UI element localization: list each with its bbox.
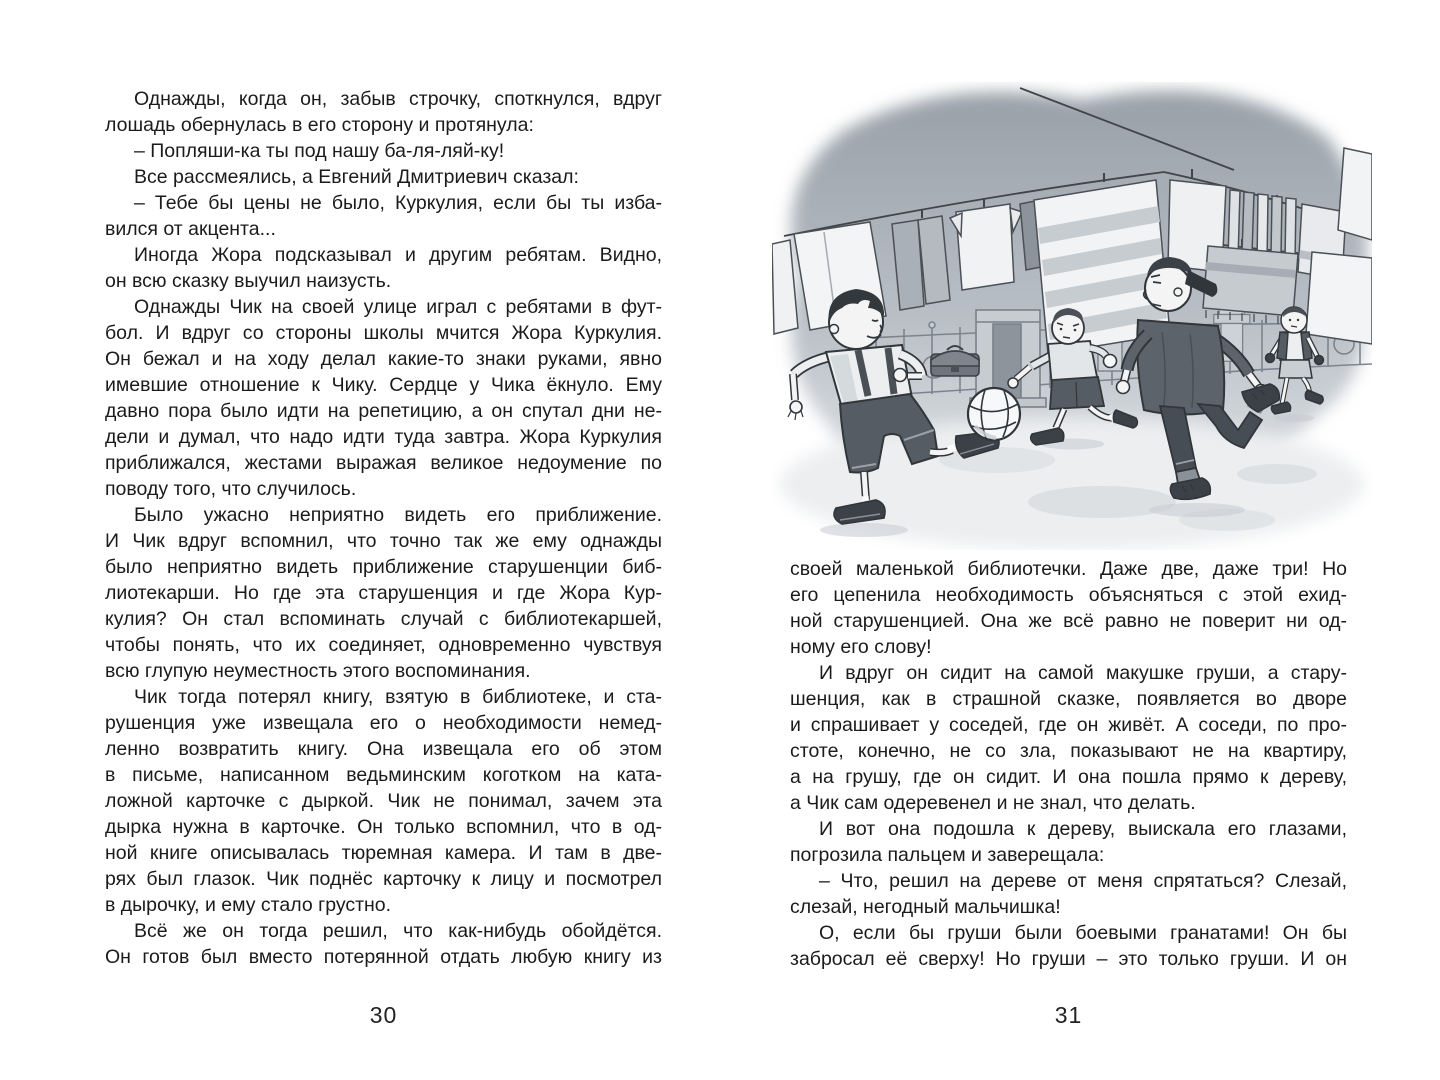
text-line: – Попляши-ка ты под нашу ба-ля-ляй-ку! (134, 140, 505, 162)
text-line: и спрашивает у соседей, где он живёт. А соседи, по про- (790, 714, 1347, 736)
text-line: – Что, решил на дереве от меня спрятаться? Слезай, (819, 870, 1347, 892)
text-line: стоте, конечно, не со зла, показывают не на квартиру, (790, 740, 1347, 762)
football-ball (968, 388, 1020, 440)
illustration-svg (772, 82, 1372, 550)
text-line: Все рассмеялись, а Евгений Дмитриевич сказал: (134, 166, 579, 188)
text-line: он всю сказку выучил наизусть. (105, 270, 392, 292)
text-line: рушенция уже извещала его о необходимости немед- (105, 712, 662, 734)
text-line: Всё же он тогда решил, что как-нибудь обойдётся. (134, 920, 662, 942)
right-page-number: 31 (1054, 1002, 1083, 1028)
text-line: погрозила пальцем и заверещала: (790, 844, 1105, 866)
text-line: лошадь обернулась в его сторону и протянула: (105, 114, 534, 136)
text-line: рях был глазок. Чик поднёс карточку к лицу и посмотрел (105, 868, 662, 890)
text-line: лиотекарши. Но где эта старушенция и где Жора Кур- (105, 582, 662, 604)
text-line: ной книге описывалась тюремная камера. И там в две- (105, 842, 662, 864)
text-line: дырка нужна в карточке. Он только вспомнил, что в од- (105, 816, 662, 838)
text-line: а Чик сам одеревенел и не знал, что делать. (790, 792, 1196, 814)
text-line: вился от акцента... (105, 218, 276, 240)
text-line: поводу того, что случилось. (105, 478, 357, 500)
text-line: всю глупую неуместность этого воспоминания. (105, 660, 531, 682)
text-line: Однажды, когда он, забыв строчку, споткнулся, вдруг (134, 88, 662, 110)
left-page-number: 30 (369, 1002, 398, 1028)
text-line: ному его слову! (790, 636, 932, 658)
text-line: Он бежал и на ходу делал какие-то знаки руками, явно (105, 348, 662, 370)
text-line: дели и думал, что надо идти туда завтра. Жора Куркулия (105, 426, 662, 448)
text-line: ложной карточке с дыркой. Чик не понимал, зачем эта (105, 790, 662, 812)
text-line: кулия? Он стал вспоминать случай с библиотекаршей, (105, 608, 662, 630)
text-line: О, если бы груши были боевыми гранатами! Он бы (819, 922, 1347, 944)
text-line: Он готов был вместо потерянной отдать любую книгу из (105, 946, 662, 968)
text-line: И вот она подошла к дереву, выискала его глазами, (819, 818, 1347, 840)
text-line: имевшие отношение к Чику. Сердце у Чика ёкнуло. Ему (105, 374, 662, 396)
text-line: Однажды Чик на своей улице играл с ребятами в фут- (134, 296, 662, 318)
text-line: в дырочку, и ему стало грустно. (105, 894, 392, 916)
text-line: давно пора было идти на репетицию, а он спутал дни не- (105, 400, 662, 422)
illustration-courtyard-football (772, 82, 1372, 550)
text-line: забросал её сверху! Но груши – это только груши. И он (790, 948, 1347, 970)
text-line: приближался, жестами выражая великое недоумение по (105, 452, 662, 474)
text-line: – Тебе бы цены не было, Куркулия, если бы ты изба- (134, 192, 662, 214)
text-line: ной старушенцией. Она же всё равно не поверит ни од- (790, 610, 1347, 632)
text-line: ленно возвратить книгу. Она извещала его об этом (105, 738, 662, 760)
text-line: чтобы понять, что их соединяет, одновременно чувствуя (105, 634, 662, 656)
right-page-text (790, 556, 1347, 972)
text-line: его цепенила необходимость объясняться с этой ехид- (790, 584, 1347, 606)
text-line: в письме, написанном ведьминским коготком на ката- (105, 764, 662, 786)
text-line: И вдруг он сидит на самой макушке груши, а стару- (819, 662, 1347, 684)
left-page-text (105, 86, 662, 970)
text-line: своей маленькой библиотечки. Даже две, даже три! Но (790, 558, 1347, 580)
text-line: слезай, негодный мальчишка! (790, 896, 1061, 918)
text-line: Чик тогда потерял книгу, взятую в библиотеке, и ста- (134, 686, 662, 708)
text-line: а на грушу, где он сидит. И она пошла прямо к дереву, (790, 766, 1347, 788)
text-line: было неприятно видеть приближение старушенции биб- (105, 556, 662, 578)
text-line: Иногда Жора подсказывал и другим ребятам. Видно, (134, 244, 662, 266)
text-line: шенция, как в страшной сказке, появляется во дворе (790, 688, 1347, 710)
text-line: бол. И вдруг со стороны школы мчится Жора Куркулия. (105, 322, 662, 344)
text-line: Было ужасно неприятно видеть его приближение. (134, 504, 662, 526)
text-line: И Чик вдруг вспомнил, что точно так же ему однажды (105, 530, 662, 552)
